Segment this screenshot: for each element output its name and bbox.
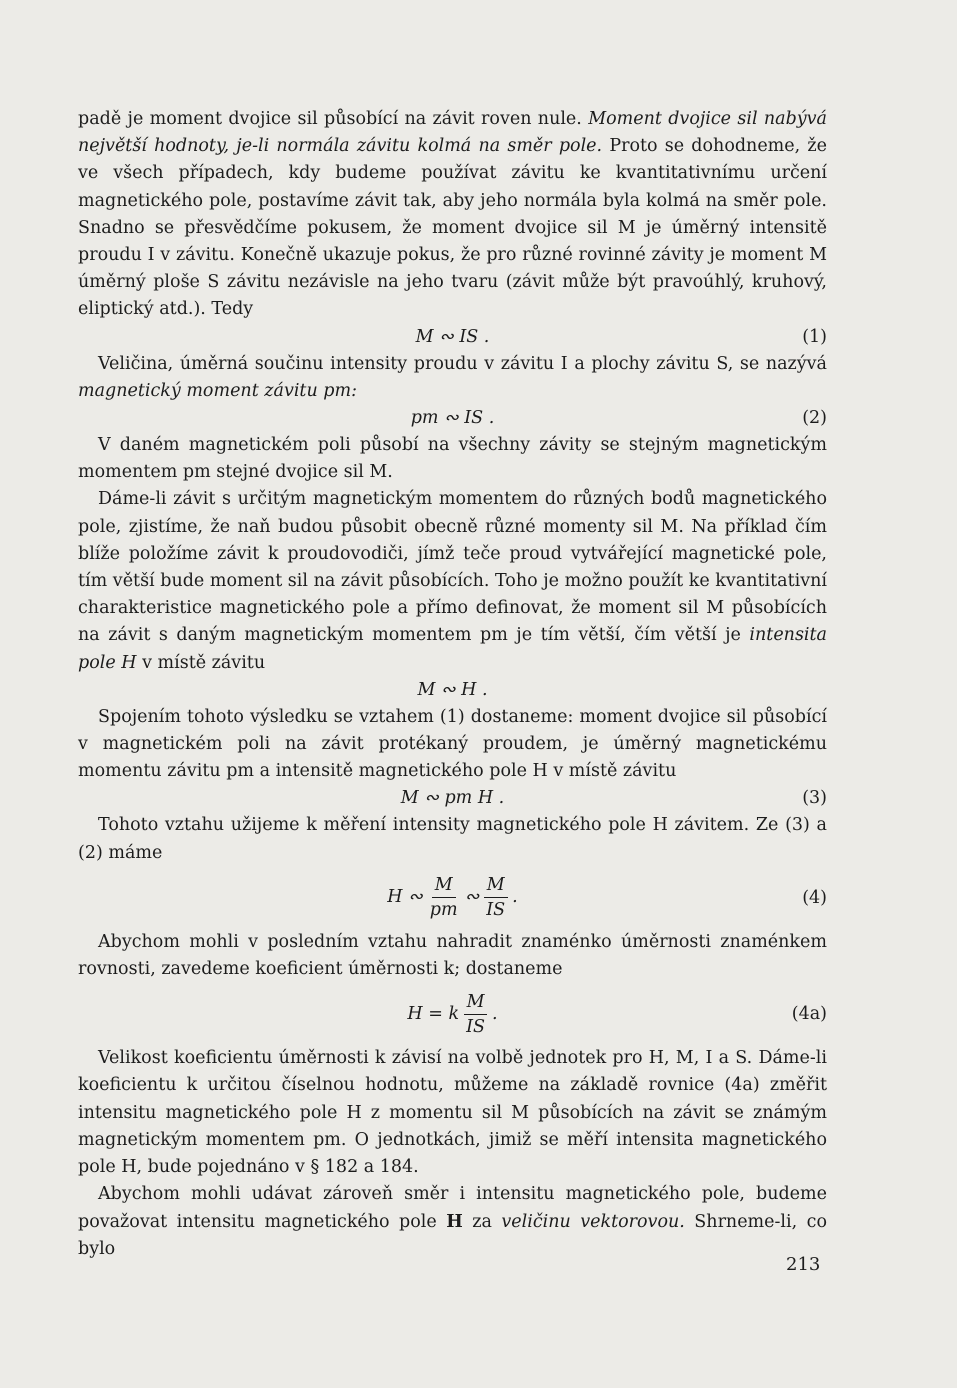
page-text [78, 106, 827, 1263]
italic-statement: Moment dvojice sil nabývá největší hodnoty, je-li normála závitu kolmá na směr pole. [78, 109, 827, 157]
equation-mh: M ∾ H . [417, 679, 488, 700]
equation-3: M ∾ pm H . (3) [78, 785, 827, 812]
italic-term: intensita pole H [78, 625, 827, 673]
equation-1: M ∾ IS . (1) [78, 324, 827, 351]
paragraph-1: padě je moment dvojice sil působící na závit roven nule. Moment dvojice sil nabývá největší hodnoty, je-li normála závitu kolmá na směr pole. Proto se dohodneme, že ve všech případech, kdy budeme používat závitu ke kvantitativnímu určení magnetického pole, postavíme závit tak, aby jeho normála byla kolmá na směr pole. Snadno se přesvědčíme pokusem, že moment dvojice sil M je úměrný intensitě proudu I v závitu. Konečně ukazuje pokus, že pro různé rovinné závity je moment M úměrný ploše S závitu nezávisle na jeho tvaru (závit může být pravoúhlý, kruhový, eliptický atd.). Tedy [78, 109, 827, 320]
paragraph-8: Velikost koeficientu úměrnosti k závisí na volbě jednotek pro H, M, I a S. Dáme-li koeficientu k určitou číselnou hodnotu, můžeme na základě rovnice (4a) změřit intensitu magnetického pole H z momentu sil M působících na závit se známým magnetickým momentem pm. O jednotkách, jimiž se měří intensita magnetického pole H, bude pojednáno v § 182 a 184. [78, 1048, 827, 1178]
paragraph-6: Tohoto vztahu užijeme k měření intensity magnetického pole H závitem. Ze (3) a (2) máme [78, 815, 827, 863]
paragraph-5: Spojením tohoto výsledku se vztahem (1) dostaneme: moment dvojice sil působící v magnetickém poli na závit protékaný proudem, je úměrný magnetickému momentu závitu pm a intensitě magnetického pole H v místě závitu [78, 706, 827, 782]
equation-number: (2) [802, 408, 827, 429]
paragraph-2: Veličina, úměrná součinu intensity proudu v závitu I a plochy závitu S, se nazývá magnetický moment závitu pm: [78, 353, 827, 401]
equation-number: (4a) [791, 1004, 827, 1025]
bold-symbol: H [446, 1211, 463, 1232]
fraction: $\frac{M}{pm}$ [429, 875, 458, 921]
equation-2: pm ∾ IS . (2) [78, 405, 827, 432]
equation-number: (4) [802, 887, 827, 908]
equation-number: (3) [802, 788, 827, 809]
equation-4: H ∾ $\frac{M}{pm}$ ∾ $\frac{M}{IS}$ . (4) [387, 875, 827, 921]
italic-term: magnetický moment závitu pm: [78, 380, 357, 401]
paragraph-9: Abychom mohli udávat zároveň směr i intensitu magnetického pole, budeme považovat intensitu magnetického pole H za veličinu vektorovou. Shrneme-li, co bylo [78, 1184, 827, 1259]
equation-number: (1) [802, 326, 827, 347]
fraction: $\frac{M}{IS}$ [483, 873, 508, 922]
fraction: $\frac{M}{IS}$ [463, 990, 488, 1039]
equation-4a: H = k $\frac{M}{IS}$ . (4a) [407, 991, 827, 1037]
paragraph-7: Abychom mohli v posledním vztahu nahradit znaménko úměrnosti znaménkem rovnosti, zavedeme koeficient úměrnosti k; dostaneme [78, 931, 827, 980]
paragraph-4: Dáme-li závit s určitým magnetickým momentem do různých bodů magnetického pole, zjistíme, že naň budou působit obecně různé momenty sil M. Na příklad čím blíže položíme závit k proudovodiči, jímž teče proud vytvářející magnetické pole, tím větší bude moment sil na závit působících. Toho je možno použít ke kvantitativní charakteristice magnetického pole a přímo definovat, že moment sil M působících na závit s daným magnetickým momentem pm je tím větší, čím větší je intensita pole H v místě závitu [78, 489, 827, 673]
paragraph-3: V daném magnetickém poli působí na všechny závity se stejným magnetickým momentem pm stejné dvojice sil M. [78, 435, 827, 483]
italic-term: veličinu vektorovou. [501, 1211, 685, 1232]
page-number: 213 [786, 1254, 821, 1275]
